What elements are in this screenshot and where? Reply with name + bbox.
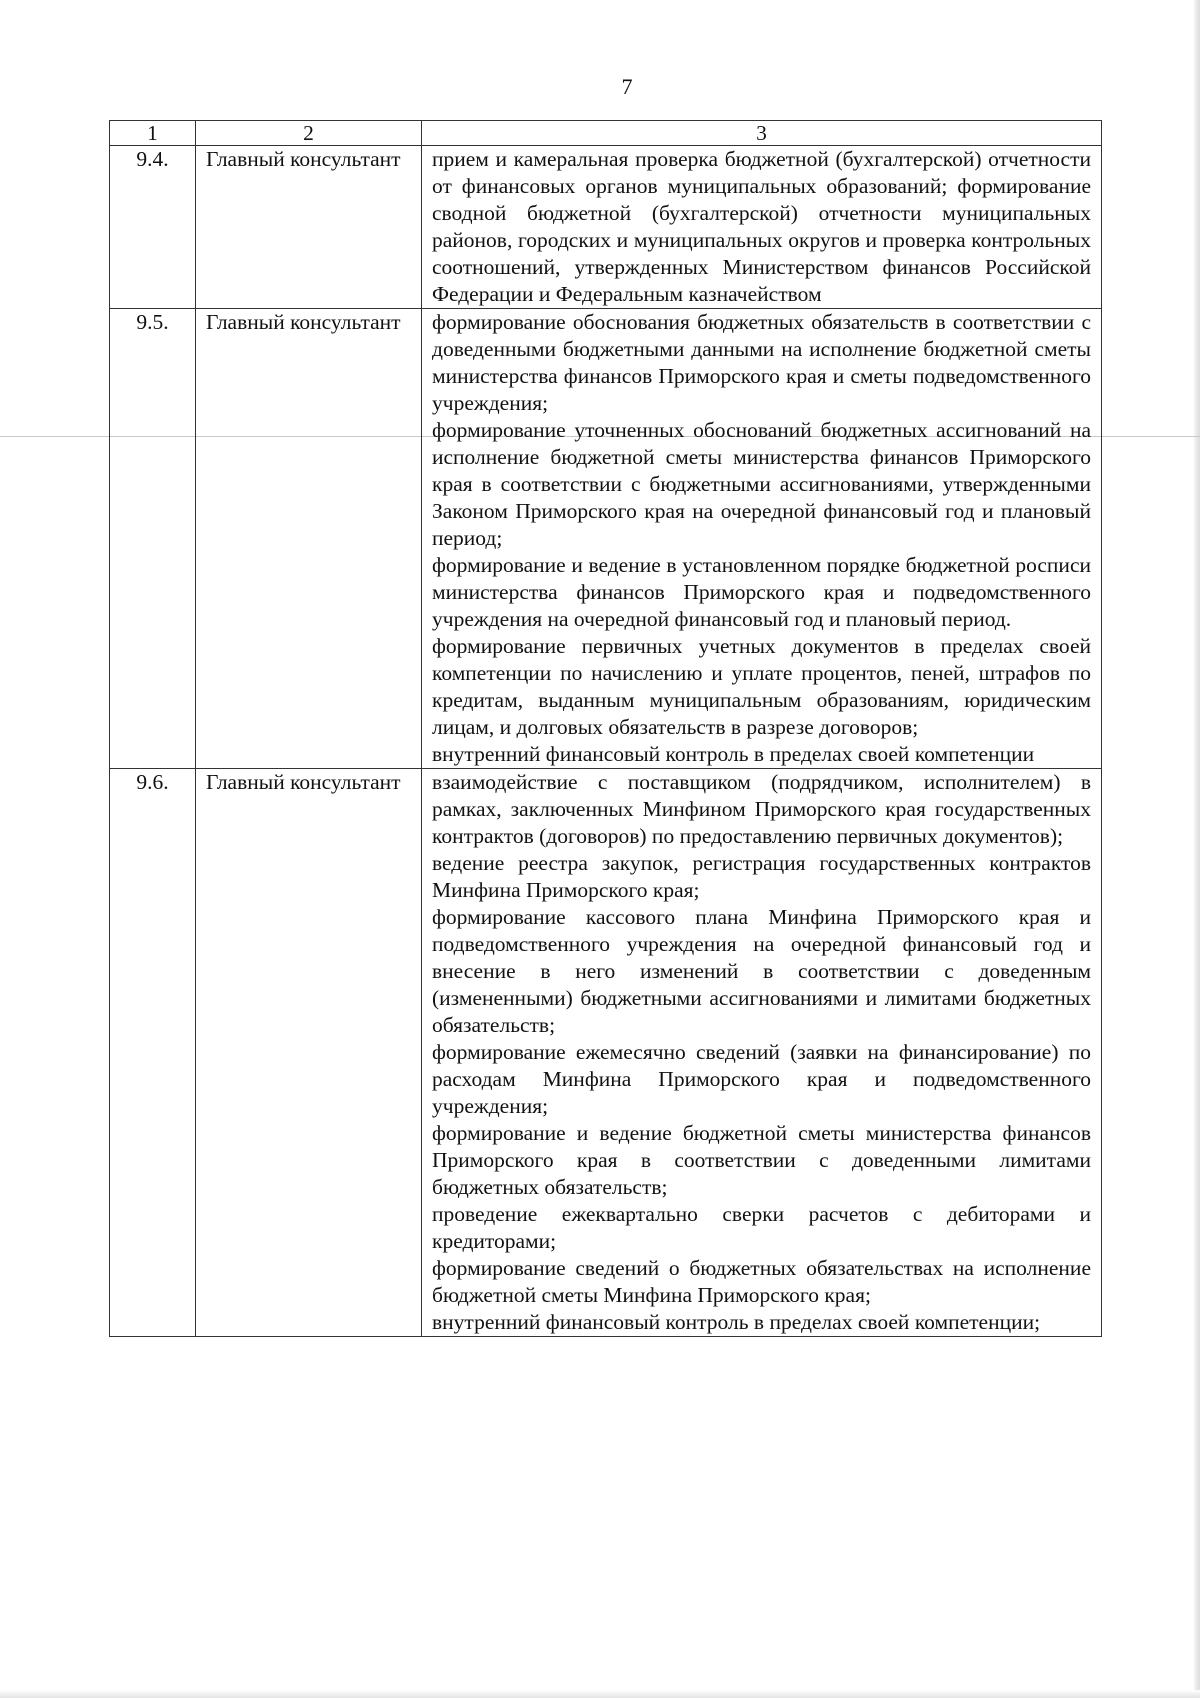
duty-item: формирование уточненных обоснований бюджетных ассигнований на исполнение бюджетной сметы министерства финансов Приморского края в соответствии с бюджетными ассигнованиями, утвержденными Законом Приморского края на очередной финансовый год и плановый период; [432, 418, 1091, 550]
duty-item: формирование кассового плана Минфина Приморского края и подведомственного учреждения на очередной финансовый год и внесение в него изменений в соответствии с доведенным (измененными) бюджетными ассигнованиями и лимитами бюджетных обязательств; [432, 905, 1091, 1037]
duty-item: внутренний финансовый контроль в пределах своей компетенции; [432, 1310, 1041, 1334]
duties-table [109, 120, 1102, 1337]
duty-item: взаимодействие с поставщиком (подрядчиком, исполнителем) в рамках, заключенных Минфином Приморского края государственных контрактов (договоров) по предоставлению первичных документов); [432, 770, 1091, 848]
column-header-1: 1 [110, 121, 196, 146]
table-row [110, 769, 1102, 1337]
page-number: 7 [621, 74, 633, 99]
column-header-3: 3 [422, 121, 1102, 146]
duty-item: внутренний финансовый контроль в пределах своей компетенции [432, 742, 1035, 766]
duties-cell [422, 146, 1102, 309]
duty-item: формирование обоснования бюджетных обязательств в соответствии с доведенными бюджетными данными на исполнение бюджетной сметы министерства финансов Приморского края и сметы подведомственного учреждения; [432, 310, 1091, 415]
duty-item: формирование сведений о бюджетных обязательствах на исполнение бюджетной сметы Минфина Приморского края; [432, 1256, 1091, 1307]
duty-item: проведение ежеквартально сверки расчетов с дебиторами и кредиторами; [432, 1202, 1091, 1253]
duties-cell [422, 309, 1102, 769]
duty-item: формирование ежемесячно сведений (заявки на финансирование) по расходам Минфина Приморского края и подведомственного учреждения; [432, 1040, 1091, 1118]
column-header-2: 2 [196, 121, 422, 146]
table-header-row [110, 121, 1102, 146]
duty-item: ведение реестра закупок, регистрация государственных контрактов Минфина Приморского края; [432, 851, 1091, 902]
table-row [110, 309, 1102, 769]
scan-bottom-edge [0, 1690, 1200, 1698]
duty-item: формирование и ведение бюджетной сметы министерства финансов Приморского края в соответствии с доведенными лимитами бюджетных обязательств; [432, 1121, 1091, 1199]
row-number: 9.5. [110, 309, 196, 769]
scan-edge [1194, 0, 1200, 1698]
position-title: Главный консультант [196, 309, 422, 769]
duty-item: прием и камеральная проверка бюджетной (бухгалтерской) отчетности от финансовых органов муниципальных образований; формирование сводной бюджетной (бухгалтерской) отчетности муниципальных районов, городских и муниципальных округов и проверка контрольных соотношений, утвержденных Министерством финансов Российской Федерации и Федеральным казначейством [432, 147, 1091, 306]
duties-cell [422, 769, 1102, 1337]
duty-item: формирование первичных учетных документов в пределах своей компетенции по начислению и уплате процентов, пеней, штрафов по кредитам, выданным муниципальным образованиям, юридическим лицам, и долговых обязательств в разрезе договоров; [432, 634, 1091, 739]
table-row [110, 146, 1102, 309]
row-number: 9.4. [110, 146, 196, 309]
position-title: Главный консультант [196, 146, 422, 309]
duty-item: формирование и ведение в установленном порядке бюджетной росписи министерства финансов Приморского края и подведомственного учреждения на очередной финансовый год и плановый период. [432, 553, 1091, 631]
position-title: Главный консультант [196, 769, 422, 1337]
row-number: 9.6. [110, 769, 196, 1337]
